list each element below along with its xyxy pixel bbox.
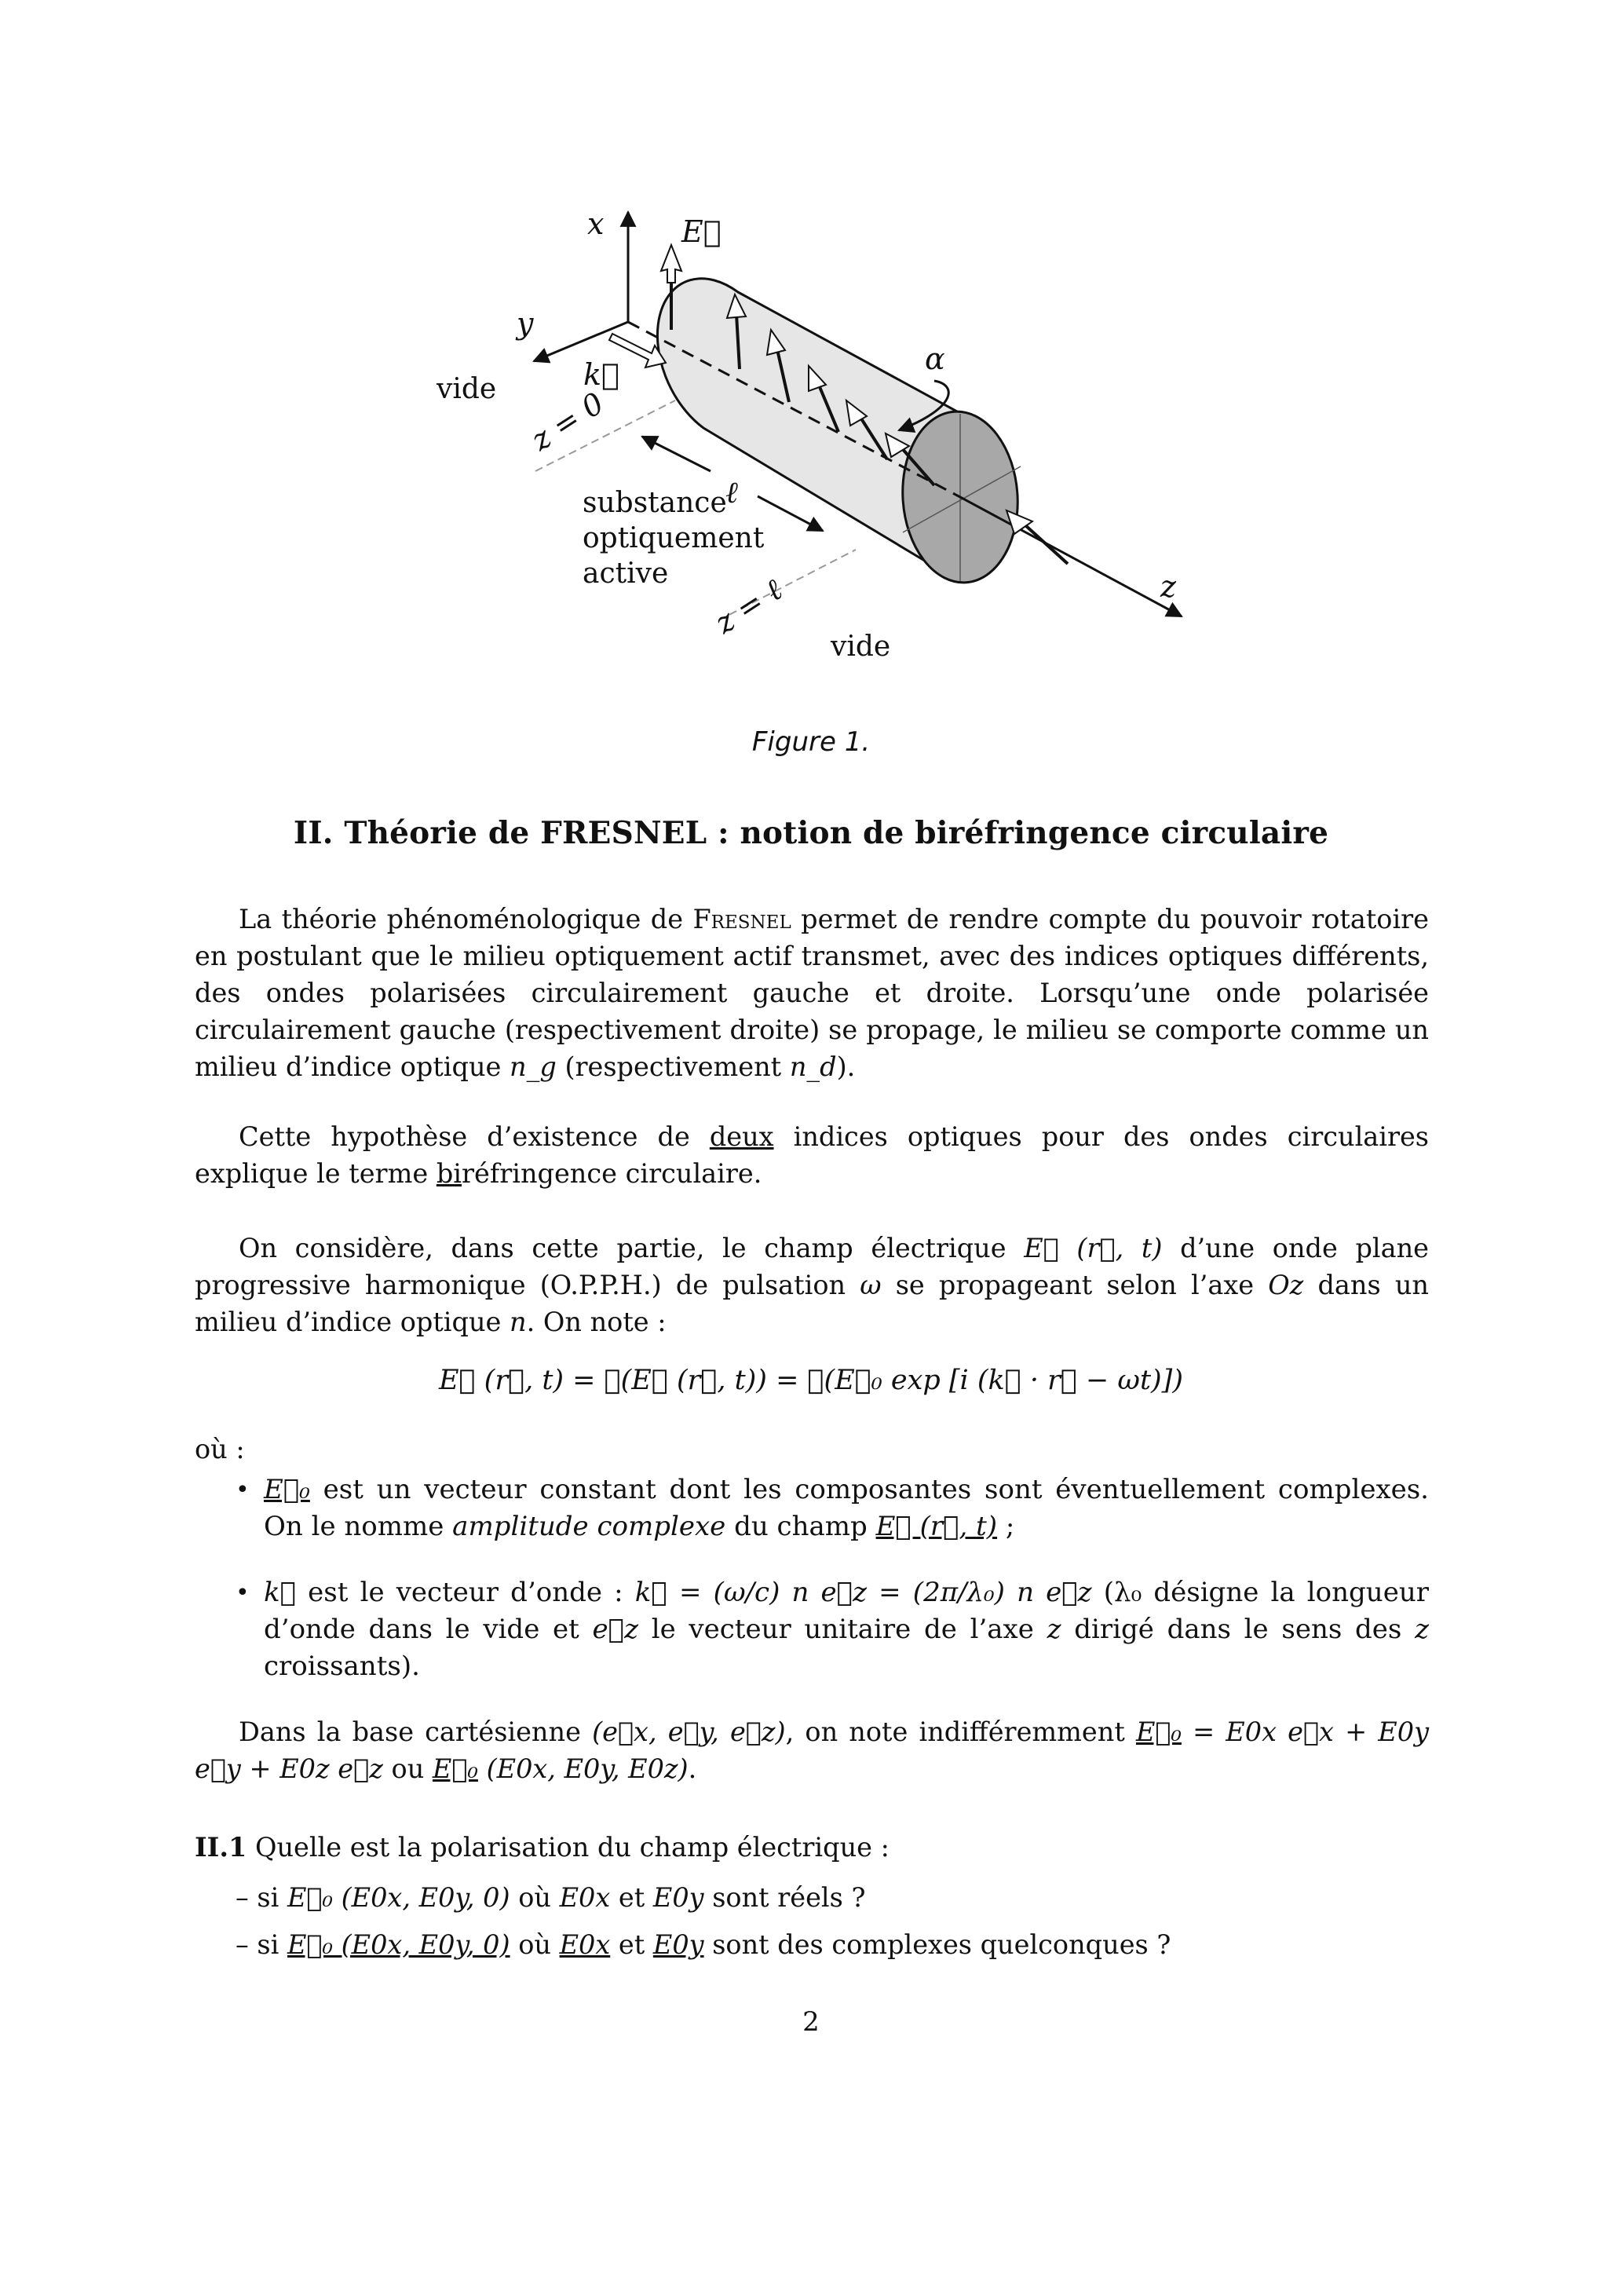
- paragraph-cartesian: [195, 1713, 1429, 1787]
- item2-text-b: où: [510, 1929, 560, 1960]
- e0-components: (E0x, E0y, E0z): [477, 1753, 689, 1784]
- e-vector-1-head: [661, 245, 681, 283]
- item1-e0x: E0x: [559, 1882, 611, 1913]
- figure-caption: Figure 1.: [751, 726, 871, 758]
- item1-vector: E⃗₀ (E0x, E0y, 0): [287, 1882, 510, 1913]
- z-symbol-2: z: [1415, 1614, 1429, 1645]
- substance-label-1: substance: [583, 487, 727, 519]
- vide-bottom-label: vide: [831, 631, 891, 663]
- bullet-dot-2: •: [236, 1579, 250, 1607]
- ng-symbol: n_g: [510, 1051, 557, 1082]
- item2-vector: E⃗₀ (E0x, E0y, 0): [287, 1929, 510, 1960]
- x-axis-label: x: [587, 207, 605, 241]
- complex-field: E⃗ (r⃗, t): [875, 1511, 998, 1542]
- bullet1-end: ;: [997, 1511, 1015, 1542]
- p2-text-b: indices optiques pour des ondes circulaires explique le terme: [195, 1121, 1429, 1189]
- deux-underlined: deux: [709, 1121, 774, 1152]
- n-symbol: n: [510, 1307, 527, 1337]
- length-arrow-left: [642, 437, 711, 471]
- paragraph-fresnel-theory: [195, 901, 1429, 1085]
- omega-symbol: ω: [860, 1270, 882, 1300]
- e0-symbol: E⃗₀: [264, 1474, 310, 1505]
- page-number: 2: [802, 2006, 820, 2038]
- paragraph-two-indices: [195, 1118, 1429, 1192]
- bullet1-text: est un vecteur constant dont les composantes sont éventuellement complexes. On le nomme: [264, 1474, 1429, 1542]
- item2-text-d: et: [610, 1929, 653, 1960]
- p1-text-b: permet de rendre compte du pouvoir rotatoire en postulant que le milieu optiquement actif transmet, avec des indices optiques différents, des ondes polarisées circulairement gauche et droite. Lorsqu’une onde polarisée circulairement gauche (respectivement droite) se propage, le milieu se comporte comme un milieu d’indice optique: [195, 904, 1430, 1082]
- item2-text-f: sont des complexes quelconques ?: [703, 1929, 1171, 1960]
- p3-text-a: On considère, dans cette partie, le champ électrique: [239, 1233, 1025, 1263]
- bullet1-text2: du champ: [725, 1511, 876, 1542]
- length-label: ℓ: [725, 475, 738, 510]
- substance-label-2: optiquement: [583, 522, 765, 554]
- item1-e0y: E0y: [652, 1882, 704, 1913]
- question-item-real: [236, 1879, 1429, 1916]
- section-title: II. Théorie de FRESNEL : notion de biréfringence circulaire: [293, 815, 1329, 851]
- question-item-complex: [236, 1926, 1429, 1963]
- ou-label: où :: [195, 1434, 245, 1464]
- item2-e0y: E0y: [652, 1929, 704, 1960]
- ez-symbol: e⃗z: [592, 1614, 638, 1645]
- bullet-amplitude: [264, 1472, 1429, 1545]
- field-expression: E⃗ (r⃗, t): [1024, 1233, 1163, 1263]
- k-symbol: k⃗: [264, 1577, 297, 1608]
- question-text: Quelle est la polarisation du champ électrique :: [247, 1832, 890, 1863]
- paragraph-opph: [195, 1230, 1429, 1340]
- bullet2-text: est le vecteur d’onde :: [296, 1577, 635, 1608]
- z-symbol: z: [1047, 1614, 1061, 1645]
- e0-symbol-3: E⃗₀: [432, 1753, 478, 1784]
- item1-text-b: où: [510, 1882, 560, 1913]
- p3-text-c: se propageant selon l’axe: [881, 1270, 1269, 1300]
- item2-prefix: – si: [236, 1929, 287, 1960]
- bullet2-text4: dirigé dans le sens des: [1061, 1614, 1416, 1645]
- item1-prefix: – si: [236, 1882, 287, 1913]
- p3-text-b: d’une onde plane progressive harmonique (O.P.P.H.) de pulsation: [195, 1233, 1429, 1300]
- z-axis-label: z: [1160, 569, 1177, 604]
- p4-text-a: Dans la base cartésienne: [239, 1717, 593, 1747]
- p3-text-d: dans un milieu d’indice optique: [195, 1270, 1429, 1337]
- bullet2-text3: le vecteur unitaire de l’axe: [637, 1614, 1047, 1645]
- bullet-dot-1: •: [236, 1476, 250, 1504]
- vide-left-label: vide: [437, 373, 497, 405]
- bullet2-text5: croissants).: [264, 1651, 420, 1682]
- question-label: II.1: [195, 1832, 247, 1863]
- bullet2-text2: (λ₀ désigne la longueur d’onde dans le vide et: [264, 1577, 1429, 1645]
- y-axis-label: y: [517, 306, 534, 341]
- p3-text-e: . On note :: [526, 1307, 667, 1337]
- substance-label-3: active: [583, 558, 669, 590]
- alpha-label: α: [925, 342, 945, 376]
- nd-symbol: n_d: [789, 1051, 837, 1082]
- basis-vectors: (e⃗x, e⃗y, e⃗z): [592, 1717, 786, 1747]
- p2-text-c: réfringence circulaire.: [462, 1158, 762, 1189]
- bullet-wave-vector: [264, 1574, 1429, 1685]
- optical-activity-figure: [0, 0, 1622, 707]
- p1-text-d: ).: [836, 1051, 856, 1082]
- fresnel-name: Fresnel: [692, 904, 791, 934]
- k-equation: k⃗ = (ω/c) n e⃗z = (2π/λ₀) n e⃗z: [634, 1577, 1092, 1608]
- oz-axis: Oz: [1268, 1270, 1304, 1300]
- length-arrow-right: [758, 496, 823, 531]
- item1-text-f: sont réels ?: [703, 1882, 866, 1913]
- amplitude-complexe-em: amplitude complexe: [452, 1511, 726, 1542]
- z0-label: z = 0: [524, 386, 610, 458]
- e-vector-out: [1025, 525, 1068, 564]
- zl-label: z = ℓ: [708, 572, 788, 641]
- p4-text-c: ou: [382, 1753, 433, 1784]
- p2-text-a: Cette hypothèse d’existence de: [239, 1121, 710, 1152]
- p1-text-a: La théorie phénoménologique de: [239, 904, 693, 934]
- e0-decomposition: = E0x e⃗x + E0y e⃗y + E0z e⃗z: [195, 1717, 1429, 1784]
- bi-underlined: bi: [436, 1158, 462, 1189]
- p1-text-c: (respectivement: [556, 1051, 790, 1082]
- p4-text-b: , on note indifféremment: [785, 1717, 1136, 1747]
- question-ii1: [195, 1829, 1429, 1866]
- p4-text-d: .: [688, 1753, 697, 1784]
- item1-text-d: et: [610, 1882, 653, 1913]
- k-vector-label: k⃗: [583, 357, 619, 392]
- e-vector-label: E⃗: [681, 214, 721, 249]
- field-equation: E⃗ (r⃗, t) = ℛ(E⃗ (r⃗, t)) = ℛ(E⃗₀ exp [i (k⃗ · r⃗ − ωt)]): [439, 1365, 1183, 1396]
- item2-e0x: E0x: [559, 1929, 611, 1960]
- e0-symbol-2: E⃗₀: [1135, 1717, 1182, 1747]
